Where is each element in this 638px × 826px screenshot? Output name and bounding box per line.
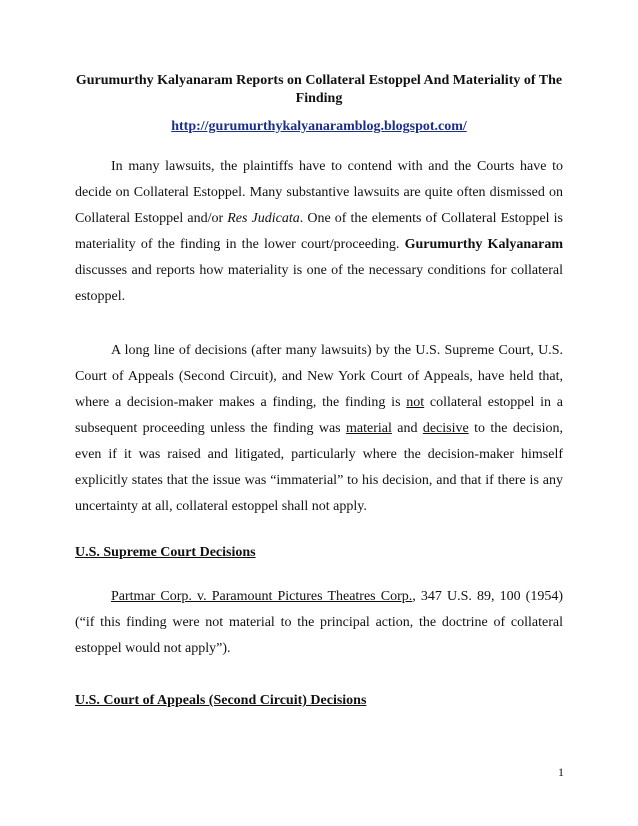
paragraph-decisions-text-a: A long line of decisions (after many lawsuits) by the U.S. Supreme Court, U.S. Court of Appeals (Second Circuit), and New York Court of Appeals, have held that, where a decision-maker makes a finding, the finding is (75, 343, 563, 410)
heading-supreme-court: U.S. Supreme Court Decisions (75, 545, 256, 560)
document-page (75, 72, 563, 710)
author-name: Gurumurthy Kalyanaram (404, 237, 563, 252)
underlined-material: material (345, 421, 392, 436)
paragraph-intro-text-b: . One of the elements of Collateral Estoppel is materiality of the finding in the lower court/proceeding. (75, 211, 564, 252)
paragraph-intro-text-a: In many lawsuits, the plaintiffs have to contend with and the Courts have to decide on Collateral Estoppel. Many substantive lawsuits are quite often dismissed on Collateral Estoppel and/or (75, 159, 563, 226)
paragraph-intro-text-c: discusses and reports how materiality is one of the necessary conditions for collateral estoppel. (75, 263, 563, 304)
page-number: 1 (558, 765, 564, 779)
res-judicata-term: Res Judicata (227, 211, 300, 226)
heading-second-circuit: U.S. Court of Appeals (Second Circuit) Decisions (75, 693, 367, 708)
blog-url-link[interactable]: http://gurumurthykalyanaramblog.blogspot.com/ (171, 119, 467, 134)
document-title: Gurumurthy Kalyanaram Reports on Collateral Estoppel And Materiality of The Finding (75, 73, 563, 106)
paragraph-decisions-text-d: to the decision, even if it was raised and litigated, particularly where the decision-maker himself explicitly states that the issue was “immaterial” to his decision, and that if there is any uncertainty at all, collateral estoppel shall not apply. (75, 421, 563, 514)
paragraph-partmar (75, 584, 563, 662)
paragraph-partmar-text: , 347 U.S. 89, 100 (1954) (“if this finding were not material to the principal action, the doctrine of collateral estoppel would not apply”). (75, 589, 563, 656)
underlined-not: not (406, 395, 425, 410)
paragraph-decisions (75, 338, 563, 520)
underlined-decisive: decisive (422, 421, 469, 436)
paragraph-decisions-text-c: and (391, 421, 423, 436)
paragraph-intro (75, 154, 563, 310)
paragraph-decisions-text-b: collateral estoppel in a subsequent proceeding unless the finding was (75, 395, 563, 436)
case-name-partmar: Partmar Corp. v. Paramount Pictures Theatres Corp. (111, 589, 413, 604)
